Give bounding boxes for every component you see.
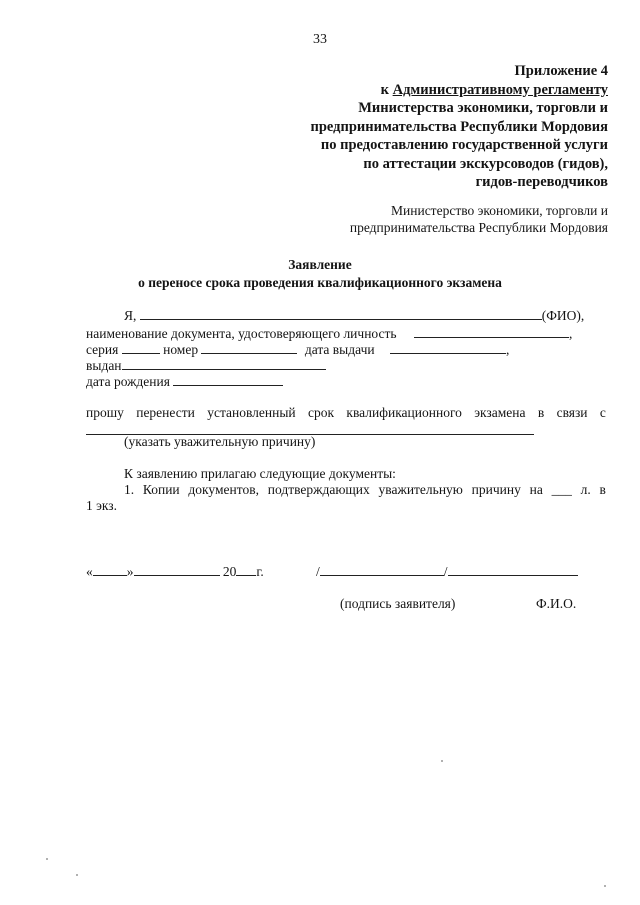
attachment-item-1 [124, 482, 606, 498]
day-field[interactable] [93, 563, 127, 576]
fio-label: (ФИО), [541, 308, 585, 323]
series-field[interactable] [122, 341, 160, 354]
attachments-intro: К заявлению прилагаю следующие документы: [124, 466, 396, 481]
fio-row [124, 307, 584, 324]
scan-speck [441, 760, 443, 762]
request-word: в [537, 405, 545, 420]
issue-date-label: дата выдачи [304, 342, 375, 357]
issued-by-field[interactable] [122, 357, 326, 370]
attachment-word: на [529, 482, 543, 497]
i-label: Я, [124, 308, 137, 323]
issue-date-field[interactable] [390, 341, 506, 354]
name-caption: Ф.И.О. [536, 596, 577, 611]
addressee-line-1: Министерство экономики, торговли и [391, 203, 608, 218]
attachment-word: л. [580, 482, 591, 497]
appendix-regulation-line: к Административному регламенту [380, 81, 608, 98]
document-title [0, 256, 640, 292]
attachment-word: подтверждающих [267, 482, 370, 497]
date-row: « » 20 г. [86, 564, 264, 579]
name-field[interactable] [448, 563, 578, 576]
id-doc-label: наименование документа, удостоверяющего личность [86, 326, 397, 341]
request-word: с [599, 405, 606, 420]
appendix-header [311, 62, 608, 192]
issued-by-row [86, 357, 326, 374]
request-line [86, 405, 606, 421]
year-suffix: г. [256, 564, 264, 579]
passport-row: серия номер дата выдачи , [86, 342, 510, 357]
request-word: установленный [207, 405, 296, 420]
series-label: серия [86, 342, 119, 357]
number-field[interactable] [201, 341, 297, 354]
request-word: срок [308, 405, 335, 420]
request-word: квалификационного [346, 405, 462, 420]
request-word: перенести [136, 405, 195, 420]
scan-speck [46, 858, 48, 860]
attachment-word: Копии [142, 482, 180, 497]
addressee-line-2: предпринимательства Республики Мордовия [349, 220, 608, 235]
pages-count-field[interactable]: ___ [551, 482, 572, 497]
attachment-word: в [599, 482, 606, 497]
attachment-word: 1. [124, 482, 135, 497]
request-word: экзамена [474, 405, 526, 420]
signature-row: / / [316, 563, 578, 580]
addressee-block [350, 202, 608, 236]
attachment-word: причину [471, 482, 521, 497]
year-field[interactable] [236, 563, 256, 576]
scan-speck [76, 874, 78, 876]
birth-date-field[interactable] [173, 373, 283, 386]
appendix-line-6: по аттестации экскурсоводов (гидов), [363, 155, 608, 172]
month-field[interactable] [134, 563, 220, 576]
signature-caption: (подпись заявителя) [340, 596, 456, 611]
birth-date-row [86, 373, 283, 390]
appendix-line-4: предпринимательства Республики Мордовия [310, 118, 608, 135]
appendix-line-7: гидов-переводчиков [475, 174, 608, 190]
attachment-word: уважительную [378, 482, 463, 497]
fio-field[interactable] [140, 307, 542, 320]
appendix-title: Приложение 4 [514, 63, 608, 79]
attachment-item-1-cont: 1 экз. [86, 498, 118, 513]
request-word: связи [556, 405, 588, 420]
regulation-link: Административному регламенту [392, 81, 608, 98]
attachment-word: документов, [188, 482, 259, 497]
id-doc-field[interactable] [414, 325, 569, 338]
birth-date-label: дата рождения [86, 374, 170, 389]
signature-field[interactable] [320, 563, 444, 576]
title-line-2: о переносе срока проведения квалификационного экзамена [138, 275, 502, 290]
reason-hint: (указать уважительную причину) [124, 434, 316, 449]
title-line-1: Заявление [288, 257, 352, 272]
appendix-line-5: по предоставлению государственной услуги [320, 137, 608, 153]
scan-speck [604, 885, 606, 887]
year-prefix: 20 [222, 564, 237, 579]
issued-by-label: выдан [86, 358, 122, 373]
number-label: номер [163, 342, 199, 357]
page-number: 33 [313, 32, 327, 47]
appendix-line-3: Министерства экономики, торговли и [358, 100, 608, 116]
id-doc-row: наименование документа, удостоверяющего личность , [86, 326, 573, 341]
request-word: прошу [86, 405, 124, 420]
